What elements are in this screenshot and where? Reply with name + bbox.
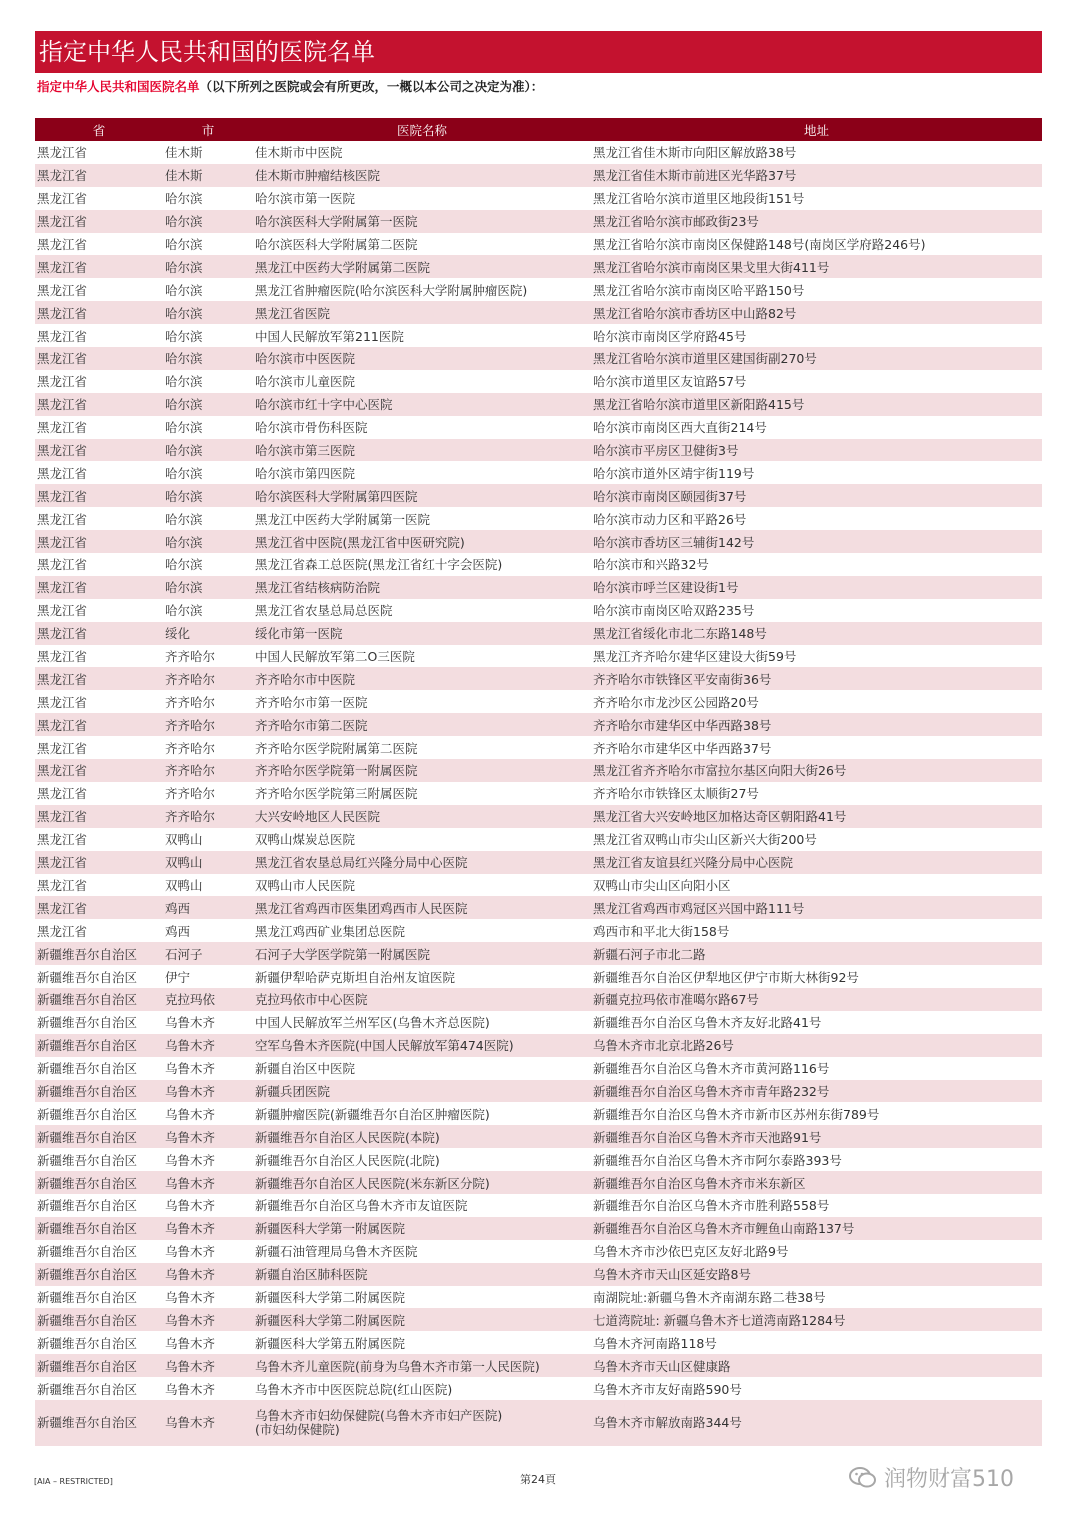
cell-hospital-name: 新疆医科大学第五附属医院 (255, 1335, 406, 1351)
cell-province: 黑龙江省 (35, 805, 163, 828)
cell-province: 新疆维吾尔自治区 (37, 1335, 138, 1351)
subtitle-note: （以下所列之医院或会有所更改，一概以本公司之决定为准）： (199, 79, 544, 94)
table-row (35, 1125, 1042, 1148)
cell-hospital-name: 佳木斯市肿瘤结核医院 (253, 164, 591, 187)
cell-hospital-name: 大兴安岭地区人民医院 (253, 805, 591, 828)
cell-address: 哈尔滨市道外区靖宇街119号 (593, 465, 755, 481)
table-header-row (35, 118, 1042, 141)
cell-province: 新疆维吾尔自治区 (37, 1244, 138, 1260)
cell-province: 黑龙江省 (35, 301, 163, 324)
cell-province: 黑龙江省 (35, 164, 163, 187)
cell-address: 齐齐哈尔市铁锋区平安南街36号 (591, 667, 1042, 690)
cell-address: 齐齐哈尔市建华区中华西路37号 (593, 740, 772, 756)
cell-address: 新疆维吾尔自治区乌鲁木齐市黄河路116号 (593, 1061, 830, 1077)
table-row (35, 1217, 1042, 1240)
cell-city: 哈尔滨 (163, 210, 253, 233)
cell-city: 乌鲁木齐 (163, 1034, 253, 1057)
cell-province: 黑龙江省 (37, 374, 88, 390)
cell-address: 新疆维吾尔自治区乌鲁木齐市胜利路558号 (593, 1198, 830, 1214)
cell-city: 乌鲁木齐 (165, 1244, 216, 1260)
cell-city: 哈尔滨 (163, 301, 253, 324)
cell-province: 黑龙江省 (37, 511, 88, 527)
cell-hospital-name: 哈尔滨市骨伤科医院 (255, 420, 368, 436)
cell-city: 齐齐哈尔 (163, 713, 253, 736)
cell-hospital-name: 齐齐哈尔医学院第三附属医院 (255, 786, 418, 802)
cell-address: 乌鲁木齐市北京北路26号 (591, 1034, 1042, 1057)
cell-province: 黑龙江省 (37, 832, 88, 848)
cell-province: 新疆维吾尔自治区 (37, 1015, 138, 1031)
table-row (35, 599, 1042, 622)
table-row (35, 805, 1042, 828)
cell-city: 绥化 (163, 622, 253, 645)
cell-address: 黑龙江省哈尔滨市道里区建国街副270号 (591, 347, 1042, 370)
cell-city: 哈尔滨 (165, 603, 203, 619)
cell-hospital-name: 哈尔滨医科大学附属第二医院 (255, 237, 418, 252)
cell-hospital-name: 新疆石油管理局乌鲁木齐医院 (255, 1244, 418, 1260)
cell-city: 乌鲁木齐 (163, 1125, 253, 1148)
table-row (35, 736, 1042, 759)
table-row (35, 988, 1042, 1011)
cell-hospital-name: 哈尔滨市第三医院 (253, 439, 591, 462)
cell-address: 新疆维吾尔自治区乌鲁木齐市米东新区 (591, 1171, 1042, 1194)
cell-hospital-name: 哈尔滨市儿童医院 (255, 374, 356, 390)
table-row (35, 370, 1042, 393)
cell-province: 新疆维吾尔自治区 (35, 1263, 163, 1286)
cell-hospital-name: 乌鲁木齐儿童医院(前身为乌鲁木齐市第一人民医院) (253, 1354, 591, 1377)
cell-city: 哈尔滨 (163, 576, 253, 599)
cell-province: 新疆维吾尔自治区 (35, 1217, 163, 1240)
table-row (35, 324, 1042, 347)
table-row (35, 1354, 1042, 1377)
cell-province: 黑龙江省 (37, 328, 88, 344)
watermark (848, 1462, 1014, 1493)
cell-city: 乌鲁木齐 (163, 1354, 253, 1377)
cell-province: 黑龙江省 (35, 896, 163, 919)
cell-hospital-name: 新疆维吾尔自治区人民医院(米东新区分院) (253, 1171, 591, 1194)
watermark-text: 润物财富510 (884, 1467, 1014, 1492)
cell-city: 乌鲁木齐 (165, 1289, 216, 1305)
cell-province: 黑龙江省 (37, 923, 88, 939)
cell-city: 哈尔滨 (163, 484, 253, 507)
cell-city: 乌鲁木齐 (163, 1308, 253, 1331)
cell-province: 黑龙江省 (37, 786, 88, 802)
table-row (35, 1194, 1042, 1217)
cell-province: 黑龙江省 (37, 603, 88, 619)
cell-province: 新疆维吾尔自治区 (35, 1034, 163, 1057)
cell-city: 乌鲁木齐 (165, 1061, 216, 1077)
cell-hospital-name: 哈尔滨市第四医院 (255, 465, 356, 481)
cell-hospital-name: 佳木斯市中医院 (255, 145, 343, 161)
cell-address: 乌鲁木齐市友好南路590号 (593, 1381, 742, 1397)
cell-address: 黑龙江省大兴安岭地区加格达奇区朝阳路41号 (591, 805, 1042, 828)
cell-city: 哈尔滨 (163, 439, 253, 462)
cell-hospital-name: 克拉玛依市中心医院 (253, 988, 591, 1011)
cell-city: 哈尔滨 (165, 237, 203, 252)
cell-city: 双鸭山 (165, 832, 203, 848)
cell-hospital-name: 黑龙江省农垦总局总医院 (255, 603, 393, 619)
classification-label: [AIA – RESTRICTED] (34, 1477, 113, 1486)
cell-province: 黑龙江省 (37, 877, 88, 893)
cell-hospital-name: 黑龙江省医院 (253, 301, 591, 324)
cell-province: 黑龙江省 (37, 145, 88, 161)
cell-address: 黑龙江省绥化市北二东路148号 (591, 622, 1042, 645)
cell-address: 哈尔滨市香坊区三辅街142号 (591, 530, 1042, 553)
cell-hospital-name: 空军乌鲁木齐医院(中国人民解放军第474医院) (253, 1034, 591, 1057)
cell-address: 新疆维吾尔自治区乌鲁木齐市新市区苏州东街789号 (593, 1106, 880, 1122)
cell-hospital-name: 黑龙江中医药大学附属第一医院 (255, 511, 431, 527)
table-row (35, 1377, 1042, 1400)
cell-city: 鸡西 (165, 923, 191, 939)
cell-province: 黑龙江省 (35, 255, 163, 278)
cell-city: 乌鲁木齐 (163, 1400, 253, 1446)
cell-city: 齐齐哈尔 (165, 786, 216, 802)
cell-city: 佳木斯 (165, 145, 203, 161)
table-row (35, 1331, 1042, 1354)
cell-address: 黑龙江省佳木斯市前进区光华路37号 (591, 164, 1042, 187)
cell-city: 齐齐哈尔 (165, 740, 216, 756)
cell-address: 齐齐哈尔市铁锋区太顺街27号 (593, 786, 759, 802)
cell-address: 黑龙江省哈尔滨市南岗区果戈里大街411号 (591, 255, 1042, 278)
cell-province: 黑龙江省 (35, 347, 163, 370)
cell-province: 黑龙江省 (37, 420, 88, 436)
cell-address: 黑龙江省哈尔滨市道里区新阳路415号 (591, 393, 1042, 416)
cell-address: 乌鲁木齐市天山区健康路 (591, 1354, 1042, 1377)
cell-address: 黑龙江齐齐哈尔建华区建设大街59号 (593, 649, 797, 665)
cell-address: 新疆维吾尔自治区乌鲁木齐市鲤鱼山南路137号 (591, 1217, 1042, 1240)
cell-province: 新疆维吾尔自治区 (37, 1198, 138, 1214)
cell-city: 石河子 (163, 942, 253, 965)
cell-city: 伊宁 (165, 969, 191, 985)
cell-city: 乌鲁木齐 (163, 1171, 253, 1194)
cell-province: 黑龙江省 (37, 465, 88, 481)
cell-province: 新疆维吾尔自治区 (37, 1152, 138, 1168)
cell-city: 哈尔滨 (163, 530, 253, 553)
cell-province: 新疆维吾尔自治区 (35, 1354, 163, 1377)
table-row (35, 1240, 1042, 1263)
cell-city: 乌鲁木齐 (163, 1263, 253, 1286)
cell-province: 黑龙江省 (35, 484, 163, 507)
cell-address: 齐齐哈尔市建华区中华西路38号 (591, 713, 1042, 736)
cell-province: 黑龙江省 (35, 576, 163, 599)
cell-province: 新疆维吾尔自治区 (37, 1381, 138, 1397)
table-row (35, 393, 1042, 416)
table-row (35, 347, 1042, 370)
cell-city: 乌鲁木齐 (165, 1152, 216, 1168)
table-row (35, 141, 1042, 164)
header-address: 地址 (591, 118, 1042, 141)
cell-province: 黑龙江省 (35, 393, 163, 416)
cell-province: 黑龙江省 (37, 282, 88, 298)
cell-province: 黑龙江省 (37, 237, 88, 252)
cell-city: 哈尔滨 (165, 557, 203, 573)
table-row (35, 530, 1042, 553)
cell-city: 鸡西 (163, 896, 253, 919)
cell-hospital-name: 中国人民解放军第二O三医院 (255, 649, 415, 665)
cell-province: 新疆维吾尔自治区 (35, 942, 163, 965)
cell-hospital-name: 黑龙江中医药大学附属第二医院 (253, 255, 591, 278)
cell-province: 新疆维吾尔自治区 (37, 969, 138, 985)
cell-city: 双鸭山 (163, 851, 253, 874)
cell-hospital-name: 齐齐哈尔医学院附属第二医院 (255, 740, 418, 756)
cell-hospital-name: 齐齐哈尔市第二医院 (253, 713, 591, 736)
cell-city: 佳木斯 (163, 164, 253, 187)
cell-city: 齐齐哈尔 (165, 694, 216, 710)
cell-address: 新疆维吾尔自治区伊犁地区伊宁市斯大林街92号 (593, 969, 859, 985)
table-row (35, 187, 1042, 210)
table-row (35, 576, 1042, 599)
table-row (35, 1057, 1042, 1080)
table-row (35, 301, 1042, 324)
cell-province: 黑龙江省 (35, 439, 163, 462)
table-row (35, 622, 1042, 645)
cell-hospital-name: 新疆维吾尔自治区人民医院(北院) (255, 1152, 440, 1168)
cell-hospital-name: 新疆医科大学第二附属医院 (253, 1308, 591, 1331)
cell-hospital-name: 黑龙江省肿瘤医院(哈尔滨医科大学附属肿瘤医院) (255, 282, 528, 298)
cell-hospital-name: 乌鲁木齐市妇幼保健院(乌鲁木齐市妇产医院) (市妇幼保健院) (253, 1400, 591, 1446)
table-row (35, 1011, 1042, 1034)
cell-address: 新疆维吾尔自治区乌鲁木齐市天池路91号 (591, 1125, 1042, 1148)
cell-hospital-name: 哈尔滨市中医医院 (253, 347, 591, 370)
subtitle-highlight: 指定中华人民共和国医院名单 (37, 79, 200, 94)
cell-province: 新疆维吾尔自治区 (35, 1080, 163, 1103)
cell-hospital-name: 中国人民解放军第211医院 (255, 328, 404, 344)
table-row (35, 439, 1042, 462)
cell-hospital-name: 哈尔滨医科大学附属第一医院 (253, 210, 591, 233)
cell-province: 黑龙江省 (37, 557, 88, 573)
table-row (35, 782, 1042, 805)
cell-hospital-name: 新疆维吾尔自治区乌鲁木齐市友谊医院 (255, 1198, 468, 1214)
cell-address: 乌鲁木齐市天山区延安路8号 (591, 1263, 1042, 1286)
cell-province: 新疆维吾尔自治区 (35, 1308, 163, 1331)
cell-province: 新疆维吾尔自治区 (35, 988, 163, 1011)
table-row (35, 759, 1042, 782)
table-row (35, 1263, 1042, 1286)
table-row (35, 278, 1042, 301)
table-row (35, 851, 1042, 874)
page-number: 第24頁 (520, 1473, 556, 1486)
cell-hospital-name: 哈尔滨市红十字中心医院 (253, 393, 591, 416)
cell-hospital-name: 齐齐哈尔市第一医院 (255, 694, 368, 710)
cell-city: 乌鲁木齐 (165, 1381, 216, 1397)
cell-address: 新疆维吾尔自治区乌鲁木齐市阿尔泰路393号 (593, 1152, 842, 1168)
cell-hospital-name: 新疆自治区中医院 (255, 1061, 356, 1077)
cell-address: 黑龙江省佳木斯市向阳区解放路38号 (593, 145, 797, 161)
cell-city: 哈尔滨 (165, 465, 203, 481)
cell-hospital-name: 黑龙江省结核病防治院 (253, 576, 591, 599)
cell-city: 哈尔滨 (165, 374, 203, 390)
cell-city: 齐齐哈尔 (163, 759, 253, 782)
hospital-table (35, 118, 1042, 1446)
cell-hospital-name: 黑龙江省中医院(黑龙江省中医研究院) (253, 530, 591, 553)
cell-hospital-name: 乌鲁木齐市中医医院总院(红山医院) (255, 1381, 453, 1397)
cell-province: 黑龙江省 (35, 851, 163, 874)
cell-address: 新疆维吾尔自治区乌鲁木齐市青年路232号 (591, 1080, 1042, 1103)
cell-hospital-name: 中国人民解放军兰州军区(乌鲁木齐总医院) (255, 1015, 490, 1031)
cell-city: 乌鲁木齐 (165, 1335, 216, 1351)
cell-hospital-name: 新疆兵团医院 (253, 1080, 591, 1103)
cell-city: 哈尔滨 (163, 393, 253, 416)
table-row (35, 1080, 1042, 1103)
cell-hospital-name: 石河子大学医学院第一附属医院 (253, 942, 591, 965)
cell-hospital-name: 齐齐哈尔市中医院 (253, 667, 591, 690)
cell-city: 乌鲁木齐 (165, 1015, 216, 1031)
cell-city: 哈尔滨 (165, 282, 203, 298)
header-province: 省 (35, 118, 163, 141)
table-row (35, 255, 1042, 278)
cell-hospital-name: 新疆医科大学第二附属医院 (255, 1289, 406, 1305)
table-row (35, 713, 1042, 736)
cell-address: 黑龙江省鸡西市鸡冠区兴国中路111号 (591, 896, 1042, 919)
table-row (35, 1148, 1042, 1171)
cell-hospital-name: 新疆医科大学第一附属医院 (253, 1217, 591, 1240)
cell-city: 乌鲁木齐 (165, 1198, 216, 1214)
table-row (35, 828, 1042, 851)
cell-address: 黑龙江省哈尔滨市道里区地段街151号 (593, 191, 805, 207)
cell-hospital-name: 齐齐哈尔医学院第一附属医院 (253, 759, 591, 782)
cell-address: 黑龙江省哈尔滨市南岗区保健路148号(南岗区学府路246号) (593, 237, 926, 252)
cell-province: 黑龙江省 (35, 713, 163, 736)
cell-province: 黑龙江省 (37, 649, 88, 665)
cell-hospital-name: 新疆维吾尔自治区人民医院(本院) (253, 1125, 591, 1148)
table-row (35, 942, 1042, 965)
table-row (35, 233, 1042, 256)
subtitle (37, 77, 1037, 95)
cell-address: 哈尔滨市南岗区西大直街214号 (593, 420, 767, 436)
cell-province: 黑龙江省 (35, 667, 163, 690)
cell-address: 黑龙江省齐齐哈尔市富拉尔基区向阳大街26号 (591, 759, 1042, 782)
table-row (35, 210, 1042, 233)
cell-hospital-name: 新疆肿瘤医院(新疆维吾尔自治区肿瘤医院) (255, 1106, 490, 1122)
table-row (35, 507, 1042, 530)
table-row (35, 1308, 1042, 1331)
cell-address: 哈尔滨市南岗区颐园街37号 (591, 484, 1042, 507)
cell-hospital-name: 黑龙江省农垦总局红兴隆分局中心医院 (253, 851, 591, 874)
cell-address: 黑龙江省友谊县红兴隆分局中心医院 (591, 851, 1042, 874)
cell-province: 黑龙江省 (35, 210, 163, 233)
table-row (35, 164, 1042, 187)
cell-address: 新疆克拉玛依市准噶尔路67号 (591, 988, 1042, 1011)
cell-city: 乌鲁木齐 (163, 1080, 253, 1103)
table-row (35, 1171, 1042, 1194)
cell-address: 哈尔滨市呼兰区建设街1号 (591, 576, 1042, 599)
header-city: 市 (163, 118, 253, 141)
table-row (35, 461, 1042, 484)
cell-city: 哈尔滨 (165, 191, 203, 207)
cell-province: 新疆维吾尔自治区 (37, 1289, 138, 1305)
cell-city: 克拉玛依 (163, 988, 253, 1011)
cell-address: 哈尔滨市道里区友谊路57号 (593, 374, 747, 390)
table-row (35, 1034, 1042, 1057)
cell-province: 新疆维吾尔自治区 (35, 1400, 163, 1446)
cell-province: 新疆维吾尔自治区 (37, 1061, 138, 1077)
cell-address: 乌鲁木齐市沙依巴克区友好北路9号 (593, 1244, 789, 1260)
wechat-icon (848, 1466, 878, 1490)
cell-address: 黑龙江省哈尔滨市邮政街23号 (591, 210, 1042, 233)
cell-address: 哈尔滨市平房区卫健街3号 (591, 439, 1042, 462)
table-row (35, 1102, 1042, 1125)
table-row (35, 484, 1042, 507)
cell-hospital-name: 哈尔滨医科大学附属第四医院 (253, 484, 591, 507)
cell-address: 新疆维吾尔自治区乌鲁木齐友好北路41号 (593, 1015, 822, 1031)
table-row (35, 896, 1042, 919)
cell-address: 乌鲁木齐河南路118号 (593, 1335, 717, 1351)
cell-province: 黑龙江省 (35, 530, 163, 553)
table-row (35, 553, 1042, 576)
cell-address: 黑龙江省哈尔滨市香坊区中山路82号 (591, 301, 1042, 324)
cell-address: 七道湾院址: 新疆乌鲁木齐七道湾南路1284号 (591, 1308, 1042, 1331)
cell-address: 哈尔滨市南岗区学府路45号 (593, 328, 747, 344)
cell-province: 黑龙江省 (35, 622, 163, 645)
cell-address: 乌鲁木齐市解放南路344号 (591, 1400, 1042, 1446)
table-row (35, 919, 1042, 942)
cell-city: 哈尔滨 (165, 420, 203, 436)
cell-province: 黑龙江省 (37, 694, 88, 710)
cell-address: 齐齐哈尔市龙沙区公园路20号 (593, 694, 759, 710)
cell-hospital-name: 双鸭山煤炭总医院 (255, 832, 356, 848)
table-row (35, 874, 1042, 897)
cell-city: 哈尔滨 (163, 255, 253, 278)
cell-city: 乌鲁木齐 (165, 1106, 216, 1122)
cell-address: 南湖院址:新疆乌鲁木齐南湖东路二巷38号 (593, 1289, 826, 1305)
cell-address: 哈尔滨市南岗区哈双路235号 (593, 603, 755, 619)
table-row (35, 1286, 1042, 1309)
cell-hospital-name: 新疆自治区肺科医院 (253, 1263, 591, 1286)
cell-hospital-name: 黑龙江鸡西矿业集团总医院 (255, 923, 406, 939)
cell-province: 新疆维吾尔自治区 (37, 1106, 138, 1122)
cell-address: 新疆石河子市北二路 (591, 942, 1042, 965)
table-row (35, 416, 1042, 439)
cell-city: 齐齐哈尔 (163, 667, 253, 690)
table-row (35, 1400, 1042, 1446)
cell-address: 哈尔滨市和兴路32号 (593, 557, 709, 573)
cell-city: 哈尔滨 (163, 347, 253, 370)
cell-address: 哈尔滨市动力区和平路26号 (593, 511, 747, 527)
cell-city: 哈尔滨 (165, 328, 203, 344)
cell-province: 新疆维吾尔自治区 (35, 1125, 163, 1148)
cell-hospital-name: 哈尔滨市第一医院 (255, 191, 356, 207)
cell-city: 哈尔滨 (165, 511, 203, 527)
table-row (35, 645, 1042, 668)
cell-address: 黑龙江省哈尔滨市南岗区哈平路150号 (593, 282, 805, 298)
cell-hospital-name: 黑龙江省鸡西市医集团鸡西市人民医院 (253, 896, 591, 919)
table-body (35, 141, 1042, 1446)
cell-city: 双鸭山 (165, 877, 203, 893)
cell-province: 黑龙江省 (37, 740, 88, 756)
cell-address: 黑龙江省双鸭山市尖山区新兴大街200号 (593, 832, 817, 848)
cell-province: 新疆维吾尔自治区 (35, 1171, 163, 1194)
cell-province: 黑龙江省 (37, 191, 88, 207)
table-row (35, 965, 1042, 988)
cell-hospital-name: 双鸭山市人民医院 (255, 877, 356, 893)
cell-hospital-name: 黑龙江省森工总医院(黑龙江省红十字会医院) (255, 557, 503, 573)
cell-city: 齐齐哈尔 (163, 805, 253, 828)
page-banner-title: 指定中华人民共和国的医院名单 (35, 31, 1042, 73)
cell-city: 齐齐哈尔 (165, 649, 216, 665)
table-row (35, 690, 1042, 713)
cell-address: 鸡西市和平北大街158号 (593, 923, 730, 939)
table-row (35, 667, 1042, 690)
cell-hospital-name: 新疆伊犁哈萨克斯坦自治州友谊医院 (255, 969, 456, 985)
cell-city: 乌鲁木齐 (163, 1217, 253, 1240)
cell-address: 双鸭山市尖山区向阳小区 (593, 877, 731, 893)
header-hospital-name: 医院名称 (253, 118, 591, 141)
cell-province: 黑龙江省 (35, 759, 163, 782)
cell-hospital-name: 绥化市第一医院 (253, 622, 591, 645)
